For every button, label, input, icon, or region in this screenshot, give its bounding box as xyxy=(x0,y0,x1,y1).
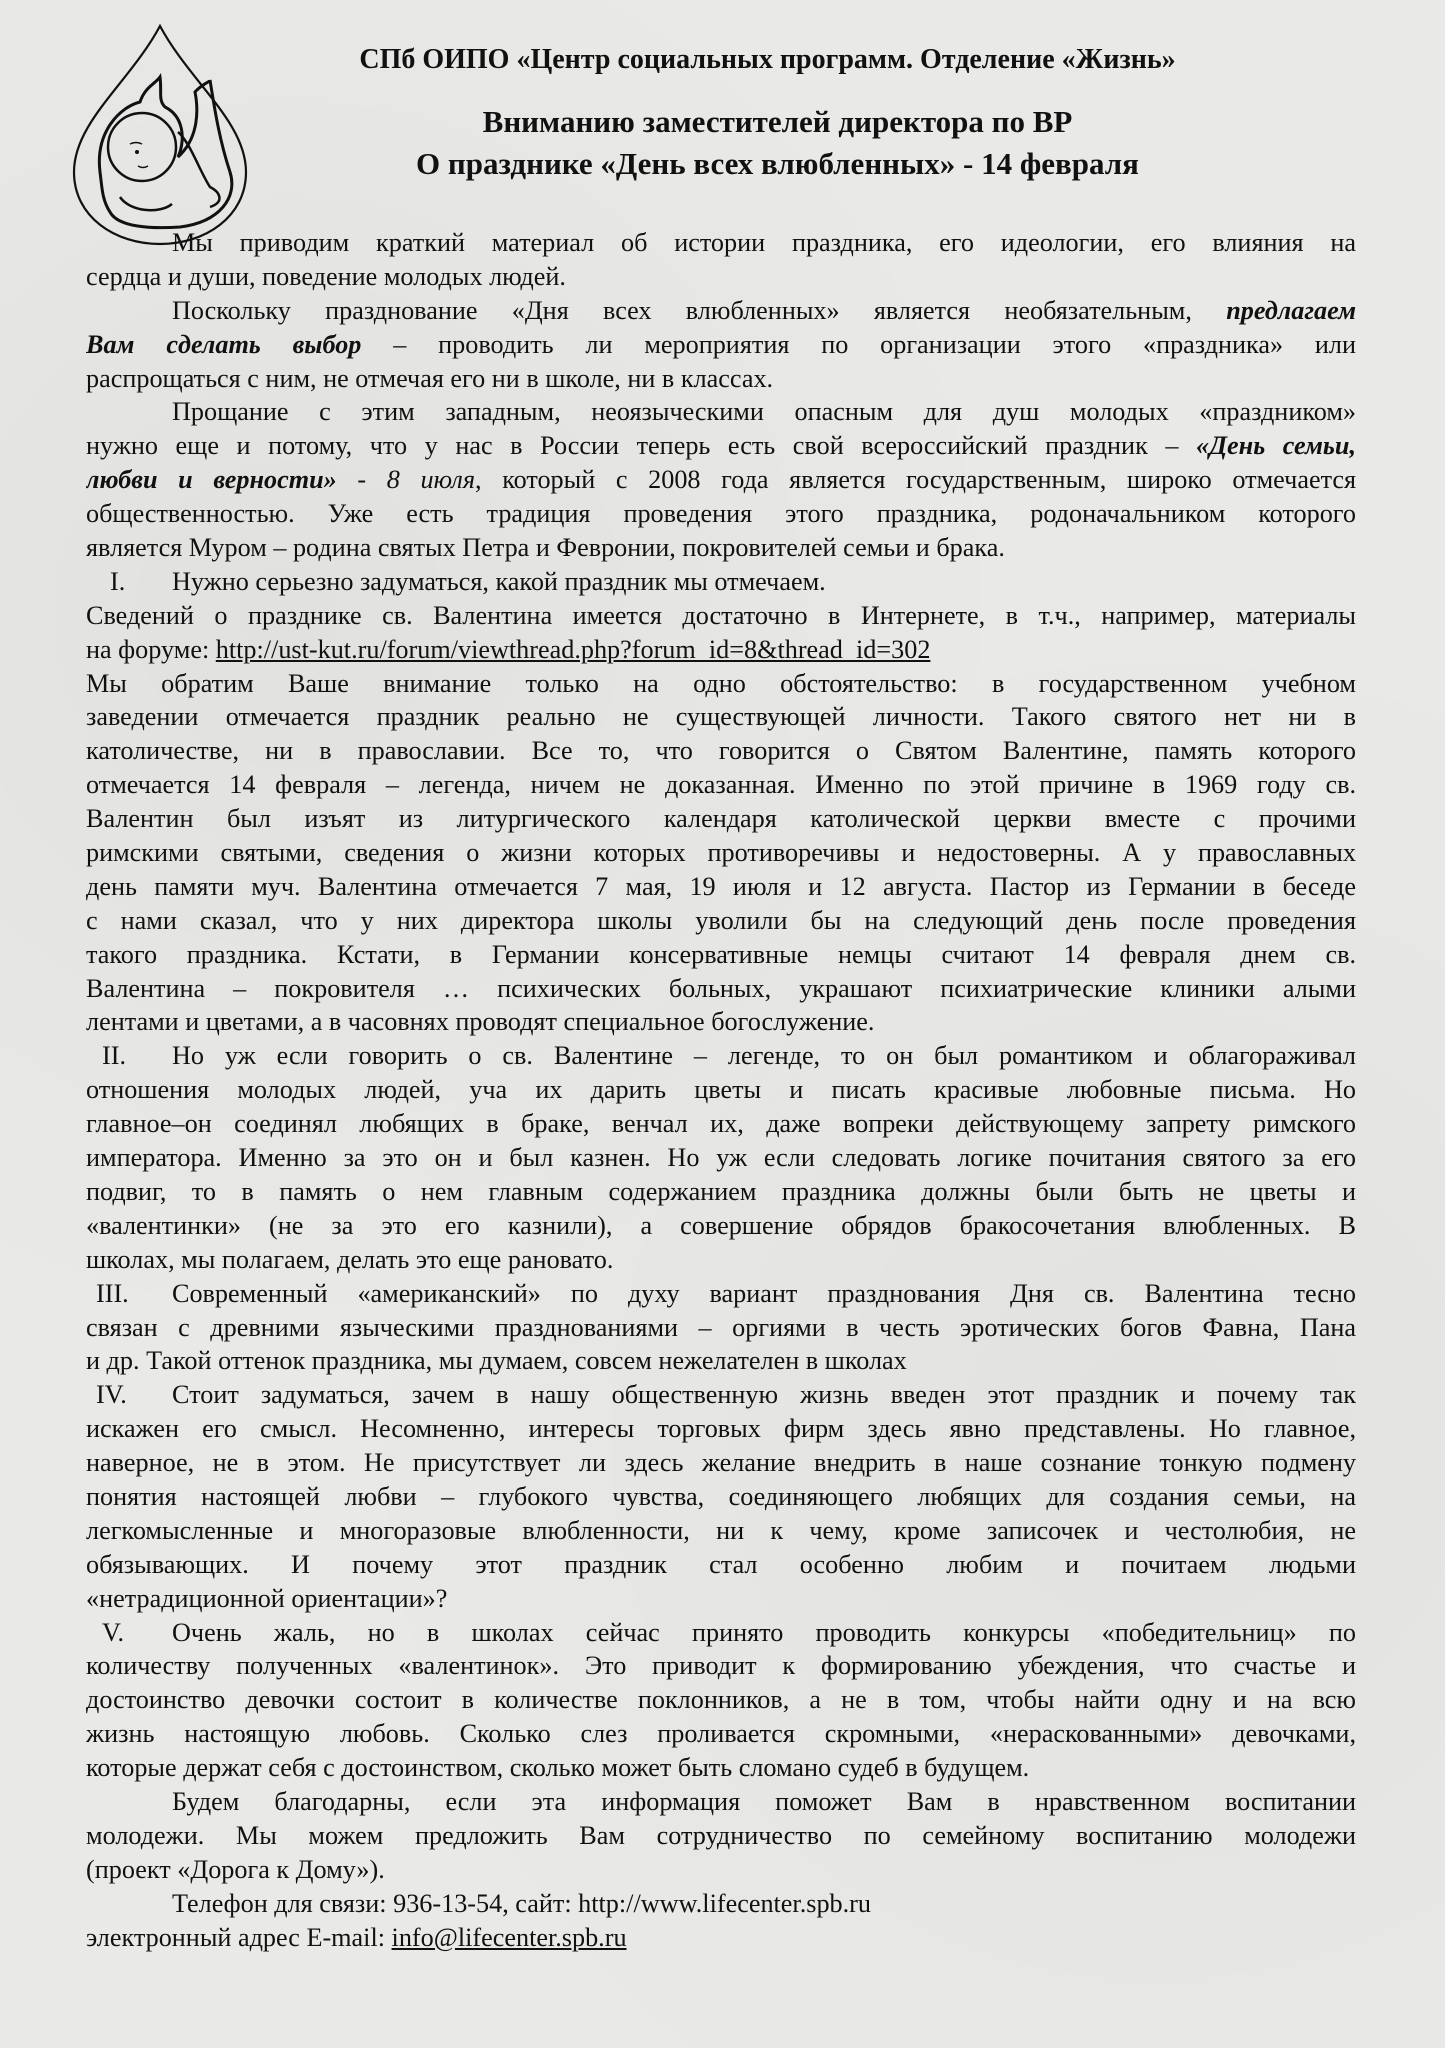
italic-date: - 8 июля xyxy=(357,465,476,495)
text-line xyxy=(86,633,1356,667)
emphasis-text: любви и верности» xyxy=(86,465,337,495)
text-line: «нетрадиционной ориентации»? xyxy=(86,1583,448,1613)
email-link[interactable]: info@lifecenter.spb.ru xyxy=(391,1922,627,1952)
organization-heading: СПб ОИПО «Центр социальных программ. Отделение «Жизнь» xyxy=(359,44,1176,75)
section-3-first-line xyxy=(86,1277,1356,1311)
forum-link[interactable]: http://ust-kut.ru/forum/viewthread.php?forum_id=8&thread_id=302 xyxy=(215,634,931,664)
text-line: с нами сказал, что у них директора школы уволили бы на следующий день после проведения xyxy=(86,905,1356,935)
text-line: католичестве, ни в православии. Все то, что говорится о Святом Валентине, память которого xyxy=(86,736,1356,766)
text-line: количеству полученных «валентинок». Это приводит к формированию убеждения, что счастье и xyxy=(86,1651,1356,1681)
text-line: понятия настоящей любви – глубокого чувства, соединяющего любящих для создания семьи, на xyxy=(86,1481,1356,1511)
text-fragment: Нужно серьезно задуматься, какой праздник мы отмечаем. xyxy=(172,566,826,596)
text-line: связан с древними языческими празднованиями – оргиями в честь эротических богов Фавна, Пана xyxy=(86,1312,1356,1342)
text-line xyxy=(86,294,1356,328)
text-line xyxy=(86,429,1356,463)
text-line: сердца и души, поведение молодых людей. xyxy=(86,261,566,291)
text-line: жизнь настоящую любовь. Сколько слез проливается скромными, «нераскованными» девочками, xyxy=(86,1719,1356,1749)
section-5-first-line xyxy=(86,1616,1356,1650)
text-line: отношения молодых людей, уча их дарить цветы и писать красивые любовные письма. Но xyxy=(86,1075,1356,1105)
text-line: отмечается 14 февраля – легенда, ничем не доказанная. Именно по этой причине в 1969 году св. xyxy=(86,770,1356,800)
document-title-line-2: О празднике «День всех влюбленных» - 14 февраля xyxy=(416,146,1139,181)
text-line: наверное, не в этом. Не присутствует ли здесь желание внедрить в наше сознание тонкую подмену xyxy=(86,1448,1356,1478)
section-number: II. xyxy=(102,1041,126,1071)
text-fragment: Поскольку празднование «Дня всех влюбленных» является необязательным, xyxy=(172,295,1192,325)
text-line: Прощание с этим западным, неоязыческими опасным для душ молодых «праздником» xyxy=(172,397,1356,427)
section-4-first-line xyxy=(86,1378,1356,1412)
emphasis-text: «День семьи, xyxy=(1196,431,1356,461)
text-line: достоинство девочки состоит в количестве поклонников, а не в том, чтобы найти одну и на всю xyxy=(86,1685,1356,1715)
emphasis-text: предлагаем xyxy=(1226,295,1356,325)
emphasis-text: Вам сделать выбор xyxy=(86,329,362,359)
document-title-line-1: Вниманию заместителей директора по ВР xyxy=(482,104,1073,139)
text-line: молодежи. Мы можем предложить Вам сотрудничество по семейному воспитанию молодежи xyxy=(86,1820,1356,1850)
contact-email-line xyxy=(86,1921,1356,1955)
contact-phone-line: Телефон для связи: 936-13-54, сайт: http://www.lifecenter.spb.ru xyxy=(172,1888,871,1918)
text-line: римскими святыми, сведения о жизни которых противоречивы и недостоверны. А у православных xyxy=(86,838,1356,868)
text-fragment: Современный «американский» по духу вариант празднования Дня св. Валентина тесно xyxy=(172,1278,1356,1308)
text-line: главное–он соединял любящих в браке, венчал их, даже вопреки действующему запрету римского xyxy=(86,1109,1356,1139)
text-line: заведении отмечается праздник реально не существующей личности. Такого святого нет ни в xyxy=(86,702,1356,732)
text-line: и др. Такой оттенок праздника, мы думаем, совсем нежелателен в школах xyxy=(86,1346,907,1376)
text-line: императора. Именно за это он и был казнен. Но уж если следовать логике почитания святого за его xyxy=(86,1143,1356,1173)
text-line: является Муром – родина святых Петра и Февронии, покровителей семьи и брака. xyxy=(86,533,1005,563)
text-line: такого праздника. Кстати, в Германии консервативные немцы считают 14 февраля днем св. xyxy=(86,939,1356,969)
text-line: школах, мы полагаем, делать это еще рановато. xyxy=(86,1244,614,1274)
text-fragment: , который с 2008 года является государственным, широко отмечается xyxy=(475,465,1356,495)
text-line: общественностью. Уже есть традиция проведения этого праздника, родоначальником которого xyxy=(86,499,1356,529)
text-line: Валентин был изъят из литургического календаря католической церкви вместе с прочими xyxy=(86,804,1356,834)
text-line: подвиг, то в память о нем главным содержанием праздника должны были быть не цветы и xyxy=(86,1176,1356,1206)
text-line: (проект «Дорога к Дому»). xyxy=(86,1854,385,1884)
text-line: обязывающих. И почему этот праздник стал особенно любим и почитаем людьми xyxy=(86,1549,1356,1579)
text-line: лентами и цветами, а в часовнях проводят специальное богослужение. xyxy=(86,1007,875,1037)
section-2-first-line xyxy=(86,1039,1356,1073)
text-fragment: Стоит задуматься, зачем в нашу общественную жизнь введен этот праздник и почему так xyxy=(172,1380,1356,1410)
section-number: III. xyxy=(96,1278,129,1308)
text-line: легкомысленные и многоразовые влюбленности, ни к чему, кроме записочек и честолюбия, не xyxy=(86,1515,1356,1545)
text-fragment: нужно еще и потому, что у нас в России теперь есть свой всероссийский праздник – xyxy=(86,431,1179,461)
text-line: день памяти муч. Валентина отмечается 7 мая, 19 июля и 12 августа. Пастор из Германии в беседе xyxy=(86,871,1356,901)
text-line: Мы обратим Ваше внимание только на одно обстоятельство: в государственном учебном xyxy=(86,668,1356,698)
text-line: Валентина – покровителя … психических больных, украшают психиатрические клиники алыми xyxy=(86,973,1356,1003)
text-fragment: – проводить ли мероприятия по организации этого «праздника» или xyxy=(393,329,1356,359)
email-label: электронный адрес E-mail: xyxy=(86,1922,392,1952)
text-line: искажен его смысл. Несомненно, интересы торговых фирм здесь явно представлены. Но главное, xyxy=(86,1414,1356,1444)
text-line: Будем благодарны, если эта информация поможет Вам в нравственном воспитании xyxy=(172,1786,1356,1816)
text-line: распрощаться с ним, не отмечая его ни в школе, ни в классах. xyxy=(86,363,774,393)
text-line xyxy=(86,463,1356,497)
text-fragment: Очень жаль, но в школах сейчас принято проводить конкурсы «победительниц» по xyxy=(172,1617,1356,1647)
document-body xyxy=(86,226,1356,1954)
text-line: Мы приводим краткий материал об истории праздника, его идеологии, его влияния на xyxy=(172,228,1356,257)
section-number: I. xyxy=(110,566,126,596)
text-line: «валентинки» (не за это его казнили), а совершение обрядов бракосочетания влюбленных. В xyxy=(86,1210,1356,1240)
text-line xyxy=(86,328,1356,362)
text-line: Сведений о празднике св. Валентина имеется достаточно в Интернете, в т.ч., например, материалы xyxy=(86,600,1356,630)
section-number: IV. xyxy=(96,1380,127,1410)
section-number: V. xyxy=(102,1617,125,1647)
text-fragment: Но уж если говорить о св. Валентине – легенде, то он был романтиком и облагораживал xyxy=(172,1041,1356,1071)
section-1-first-line xyxy=(86,565,1356,599)
text-line: которые держат себя с достоинством, сколько может быть сломано судеб в будущем. xyxy=(86,1753,1030,1783)
text-fragment: на форуме: xyxy=(86,634,216,664)
